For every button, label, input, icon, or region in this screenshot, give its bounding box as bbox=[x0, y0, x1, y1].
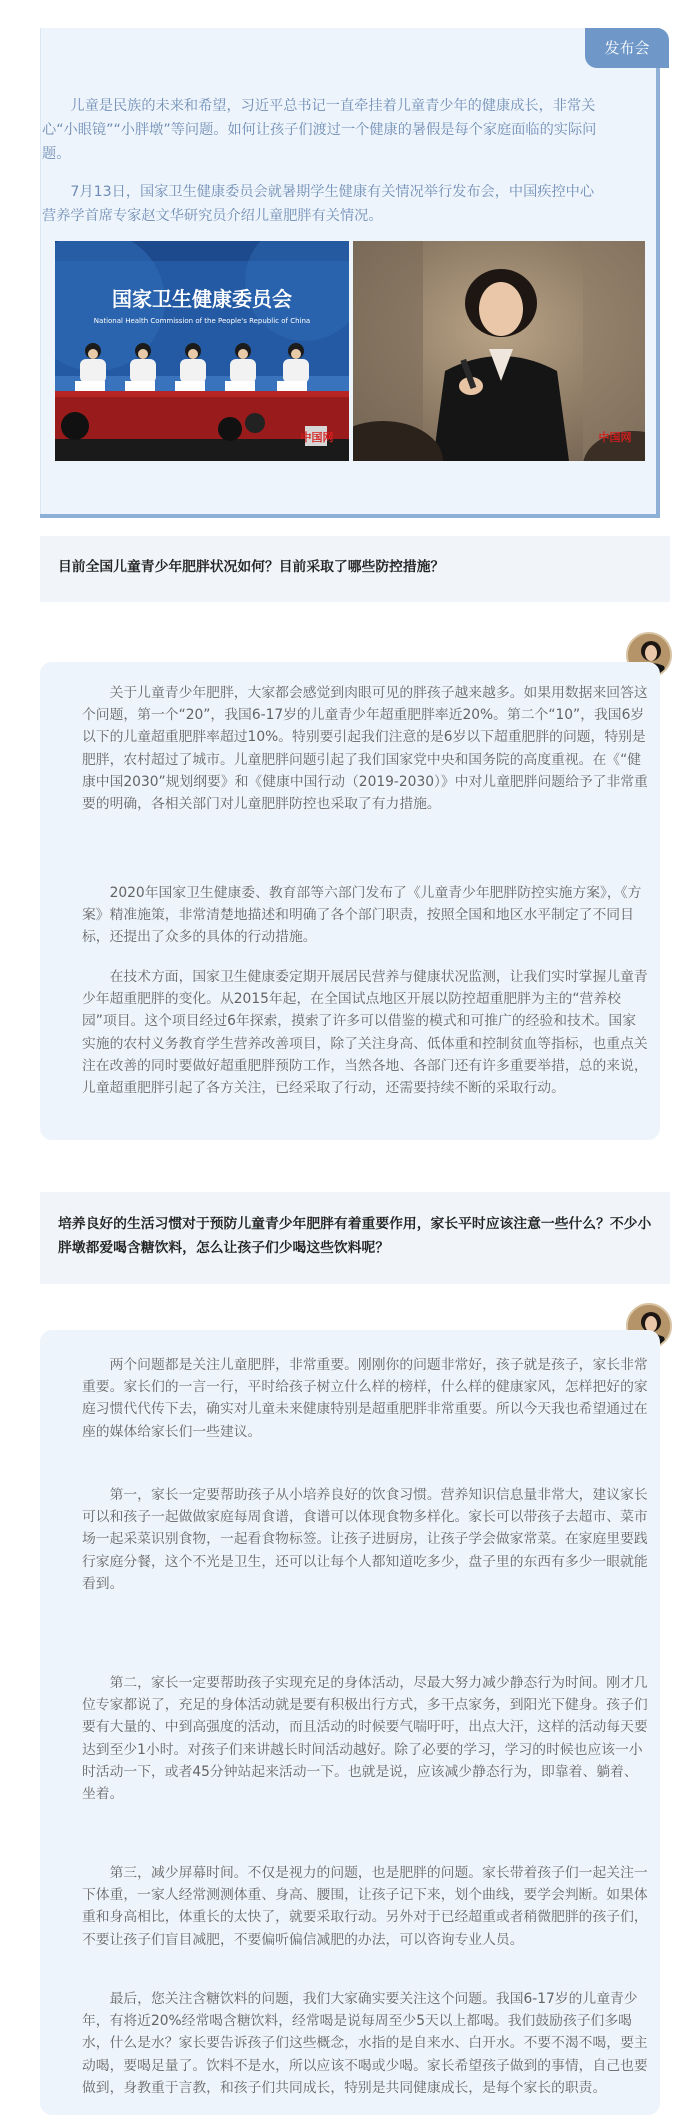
speaker-photo bbox=[353, 241, 645, 461]
answer-paragraph: 最后，您关注含糖饮料的问题，我们大家确实要关注这个问题。我国6-17岁的儿童青少年，有将近20%经常喝含糖饮料，经常喝是说每周至少5天以上都喝。我们鼓励孩子们多喝水，什么是水？家长要告诉孩子们这些概念，水指的是自来水、白开水。不要不渴不喝，要主动喝，要喝足量了。饮料不是水，所以应该不喝或少喝。家长希望孩子做到的事情，自己也要做到，身教重于言教，和孩子们共同成长，特别是共同健康成长，是每个家长的职责。 bbox=[82, 1991, 648, 2096]
intro-paragraph-2: 7月13日，国家卫生健康委员会就暑期学生健康有关情况举行发布会，中国疾控中心营养学首席专家赵文华研究员介绍儿童肥胖有关情况。 bbox=[42, 184, 595, 224]
press-conference-tag: 发布会 bbox=[585, 28, 669, 68]
intro-paragraph-1: 儿童是民族的未来和希望，习近平总书记一直牵挂着儿童青少年的健康成长，非常关心“小眼镜”“小胖墩”等问题。如何让孩子们渡过一个健康的暑假是每个家庭面临的实际问题。 bbox=[42, 98, 597, 162]
answer-paragraph: 第二，家长一定要帮助孩子实现充足的身体活动，尽最大努力减少静态行为时间。刚才几位专家都说了，充足的身体活动就是要有积极出行方式，多干点家务，到阳光下健身。孩子们要有大量的、中到高强度的活动，而且活动的时候要气喘吁吁，出点大汗，这样的活动每天要达到至少1小时。对孩子们来讲越长时间活动越好。除了必要的学习，学习的时候也应该一小时活动一下，或者45分钟站起来活动一下。也就是说，应该减少静态行为，即靠着、躺着、坐着。 bbox=[82, 1675, 648, 1803]
watermark-logo: 中国网 bbox=[300, 431, 334, 444]
card-border bbox=[40, 28, 41, 514]
answer-paragraph: 关于儿童青少年肥胖，大家都会感觉到肉眼可见的胖孩子越来越多。如果用数据来回答这个问题，第一个“20”，我国6-17岁的儿童青少年超重肥胖率近20%。第二个“10”，我国6岁以下的儿童超重肥胖率超过10%。特别要引起我们注意的是6岁以下超重肥胖的问题，特别是肥胖，农村超过了城市。儿童肥胖问题引起了我们国家党中央和国务院的高度重视。在《“健康中国2030”规划纲要》和《健康中国行动（2019-2030）》中对儿童肥胖问题给予了非常重要的明确，各相关部门对儿童肥胖防控也采取了有力措施。 bbox=[82, 685, 648, 813]
banner-subtitle: National Health Commission of the People's Republic of China bbox=[93, 317, 311, 325]
answer-paragraph: 第一，家长一定要帮助孩子从小培养良好的饮食习惯。营养知识信息量非常大，建议家长可以和孩子一起做做家庭每周食谱，食谱可以体现食物多样化。家长可以带孩子去超市、菜市场一起采菜识别食物，一起看食物标签。让孩子进厨房，让孩子学会做家常菜。在家庭里要践行家庭分餐，这个不光是卫生，还可以让每个人都知道吃多少，盘子里的东西有多少一眼就能看到。 bbox=[82, 1487, 648, 1592]
speaker-scene bbox=[353, 241, 645, 461]
answer-paragraph: 两个问题都是关注儿童肥胖，非常重要。刚刚你的问题非常好，孩子就是孩子，家长非常重要。家长们的一言一行，平时给孩子树立什么样的榜样，什么样的健康家风，怎样把好的家庭习惯代代传下去，确实对儿童未来健康特别是超重肥胖非常重要。所以今天我也希望通过在座的媒体给家长们一些建议。 bbox=[82, 1357, 648, 1440]
banner-title: 国家卫生健康委员会 bbox=[112, 287, 292, 311]
press-conference-photo bbox=[55, 241, 349, 461]
question-text: 目前全国儿童青少年肥胖状况如何？目前采取了哪些防控措施？ bbox=[58, 559, 445, 575]
answer-paragraph: 2020年国家卫生健康委、教育部等六部门发布了《儿童青少年肥胖防控实施方案》，《方案》精准施策，非常清楚地描述和明确了各个部门职责，按照全国和地区水平制定了不同目标，还提出了众多的具体的行动措施。 bbox=[82, 885, 642, 946]
question-bar-2 bbox=[40, 1192, 670, 1284]
question-text: 培养良好的生活习惯对于预防儿童青少年肥胖有着重要作用，家长平时应该注意一些什么？不少小胖墩都爱喝含糖饮料，怎么让孩子们少喝这些饮料呢？ bbox=[58, 1216, 652, 1256]
press-conference-scene bbox=[55, 241, 349, 461]
answer-paragraph: 在技术方面，国家卫生健康委定期开展居民营养与健康状况监测，让我们实时掌握儿童青少年超重肥胖的变化。从2015年起，在全国试点地区开展以防控超重肥胖为主的“营养校园”项目。这个项目经过6年探索，摸索了许多可以借鉴的模式和可推广的经验和技术。国家实施的农村义务教育学生营养改善项目，除了关注身高、低体重和控制贫血等指标，也重点关注在改善的同时要做好超重肥胖预防工作，当然各地、各部门还有许多重要举措，总的来说，儿童超重肥胖引起了各方关注，已经采取了行动，还需要持续不断的采取行动。 bbox=[82, 969, 648, 1097]
question-bar-1 bbox=[40, 536, 670, 602]
watermark-logo: 中国网 bbox=[598, 431, 632, 444]
answer-card-2 bbox=[40, 1330, 660, 2115]
answer-card-1 bbox=[40, 662, 660, 1140]
answer-paragraph: 第三，减少屏幕时间。不仅是视力的问题，也是肥胖的问题。家长带着孩子们一起关注一下体重，一家人经常测测体重、身高、腰围，让孩子记下来，划个曲线，要学会判断。如果体重和身高相比，体重长的太快了，就要采取行动。另外对于已经超重或者稍微肥胖的孩子们，不要让孩子们盲目减肥，不要偏听偏信减肥的办法，可以咨询专业人员。 bbox=[82, 1865, 648, 1948]
